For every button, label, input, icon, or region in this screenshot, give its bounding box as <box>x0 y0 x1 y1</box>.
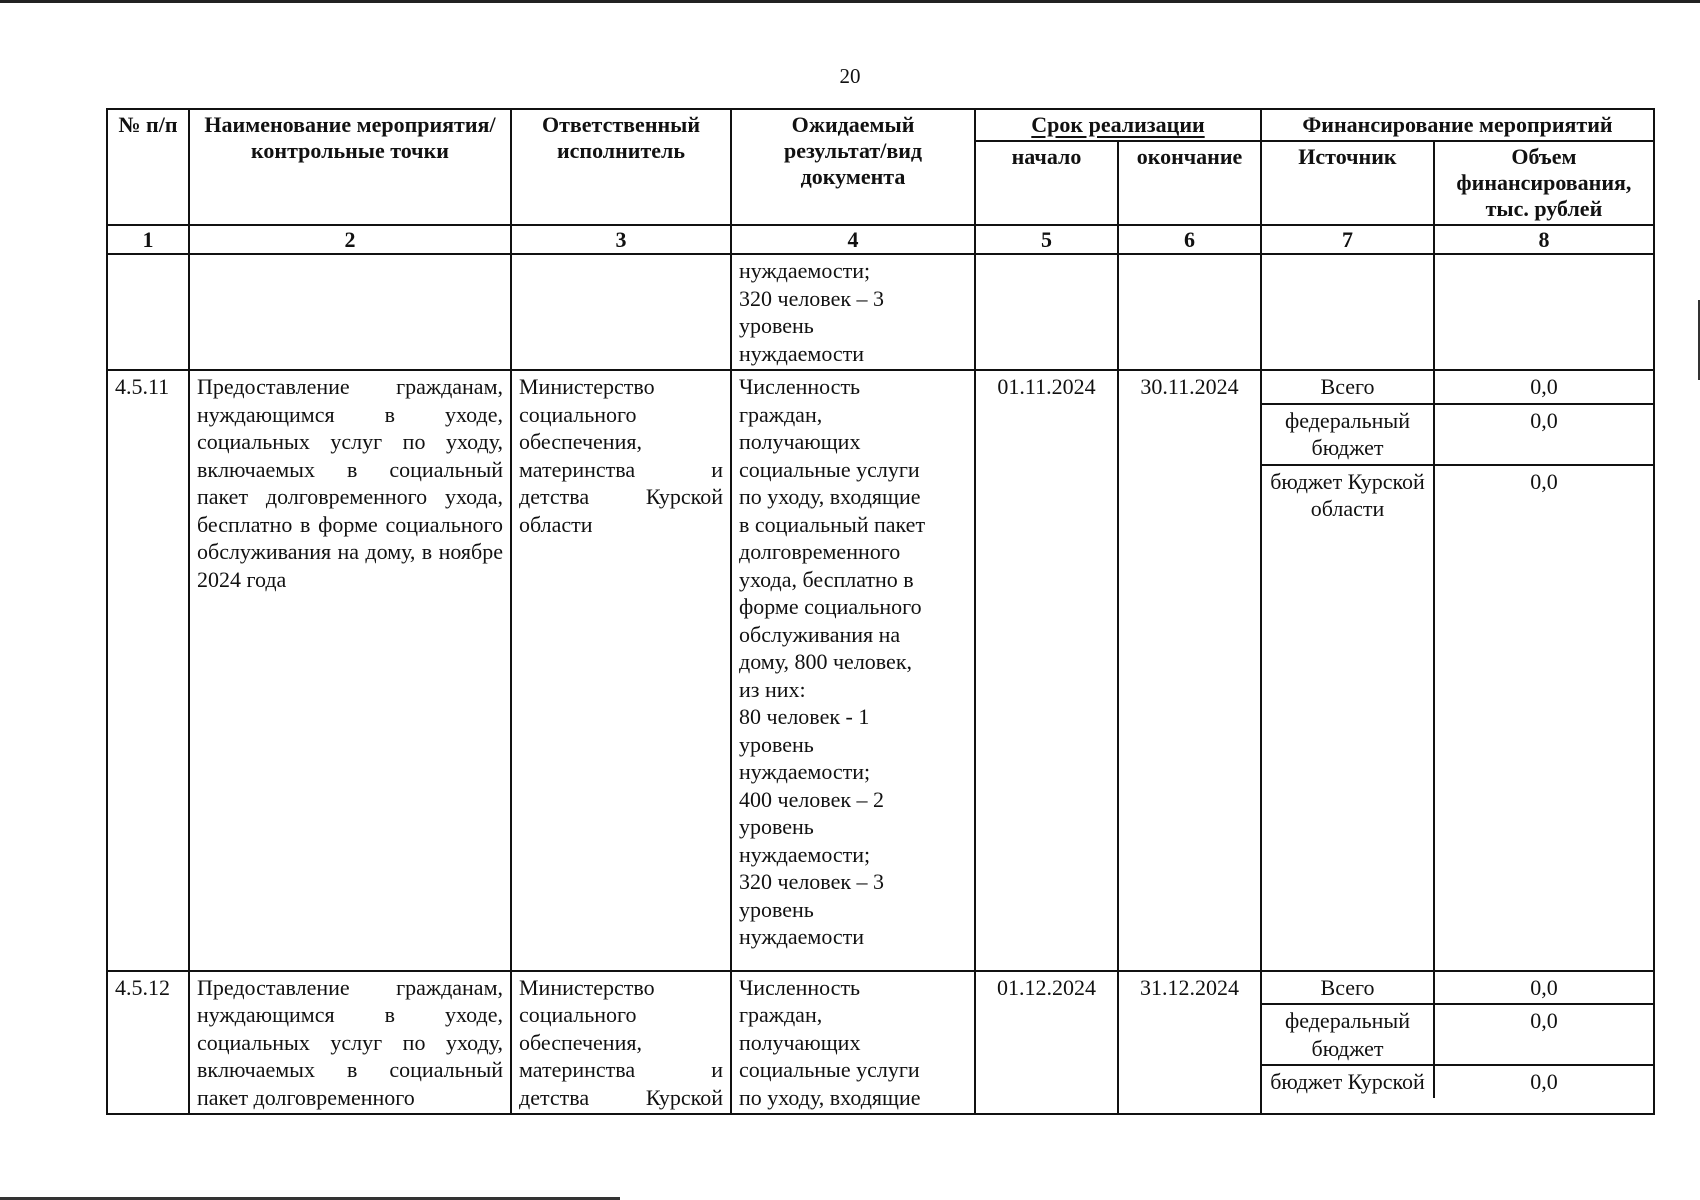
financing-amount: 0,0 <box>1434 972 1653 1005</box>
cell-number: 4.5.11 <box>107 370 189 971</box>
financing-source: федеральный бюджет <box>1262 1004 1434 1065</box>
financing-row <box>1262 371 1653 404</box>
cell-executor <box>511 254 731 370</box>
financing-row <box>1262 465 1653 970</box>
column-index-row <box>107 225 1654 254</box>
cell-start: 01.12.2024 <box>975 971 1118 1115</box>
column-index: 2 <box>189 225 511 254</box>
cell-end: 31.12.2024 <box>1118 971 1261 1115</box>
table-row <box>107 971 1654 1115</box>
financing-row <box>1262 404 1653 465</box>
header-start: начало <box>975 141 1118 225</box>
cell-executor: Министерство социального обеспечения, материнства и детства Курской <box>511 971 731 1115</box>
cell-name <box>189 254 511 370</box>
financing-row <box>1262 1065 1653 1098</box>
header-executor: Ответственный исполнитель <box>511 109 731 225</box>
financing-row <box>1262 1004 1653 1065</box>
cell-amount <box>1434 254 1654 370</box>
column-index: 8 <box>1434 225 1654 254</box>
cell-source <box>1261 254 1434 370</box>
header-financing: Финансирование мероприятий <box>1261 109 1654 141</box>
page-number: 20 <box>839 64 861 88</box>
financing-source: бюджет Курской <box>1262 1065 1434 1098</box>
column-index: 3 <box>511 225 731 254</box>
cell-number: 4.5.12 <box>107 971 189 1115</box>
header-volume: Объем финансирования, тыс. рублей <box>1434 141 1654 225</box>
financing-amount: 0,0 <box>1434 1065 1653 1098</box>
measures-table <box>106 108 1655 1115</box>
header-name: Наименование мероприятия/контрольные точки <box>189 109 511 225</box>
cell-name: Предоставление гражданам, нуждающимся в уходе, социальных услуг по уходу, включаемых в социальный пакет долговременного ухода, бесплатно в форме социального обслуживания на дому, в ноябре 2024 года <box>189 370 511 971</box>
cell-executor: Министерство социального обеспечения, материнства и детства Курской области <box>511 370 731 971</box>
cell-result: Численность граждан, получающих социальные услуги по уходу, входящие <box>731 971 975 1115</box>
header-source: Источник <box>1261 141 1434 225</box>
cell-result: Численность граждан, получающих социальные услуги по уходу, входящие в социальный пакет долговременного ухода, бесплатно в форме социального обслуживания на дому, 800 человек, из них: 80 человек - 1 уровень нуждаемости; 400 человек – 2 уровень нуждаемости; 320 человек – 3 уровень нуждаемости <box>731 370 975 971</box>
financing-amount: 0,0 <box>1434 465 1653 970</box>
table-row <box>107 370 1654 971</box>
cell-start <box>975 254 1118 370</box>
cell-number <box>107 254 189 370</box>
header-period: Срок реализации <box>975 109 1261 141</box>
cell-end: 30.11.2024 <box>1118 370 1261 971</box>
cell-financing <box>1261 370 1654 971</box>
header-end: окончание <box>1118 141 1261 225</box>
cell-result: нуждаемости; 320 человек – 3 уровень нуждаемости <box>731 254 975 370</box>
financing-source: бюджет Курской области <box>1262 465 1434 970</box>
financing-source: федеральный бюджет <box>1262 404 1434 465</box>
financing-subtable <box>1262 371 1653 970</box>
financing-source: Всего <box>1320 974 1375 1000</box>
financing-row <box>1262 972 1653 1005</box>
cell-start: 01.11.2024 <box>975 370 1118 971</box>
column-index: 7 <box>1261 225 1434 254</box>
column-index: 1 <box>107 225 189 254</box>
header-row-1 <box>107 109 1654 141</box>
financing-amount: 0,0 <box>1434 371 1653 404</box>
financing-amount: 0,0 <box>1434 404 1653 465</box>
header-number: № п/п <box>107 109 189 225</box>
table-row-continuation <box>107 254 1654 370</box>
financing-source: Всего <box>1320 374 1375 399</box>
cell-end <box>1118 254 1261 370</box>
column-index: 5 <box>975 225 1118 254</box>
scan-top-edge <box>0 0 1700 3</box>
financing-subtable <box>1262 972 1653 1098</box>
header-result: Ожидаемый результат/вид документа <box>731 109 975 225</box>
financing-amount: 0,0 <box>1434 1004 1653 1065</box>
column-index: 4 <box>731 225 975 254</box>
cell-name: Предоставление гражданам, нуждающимся в уходе, социальных услуг по уходу, включаемых в социальный пакет долговременного <box>189 971 511 1115</box>
column-index: 6 <box>1118 225 1261 254</box>
cell-financing <box>1261 971 1654 1115</box>
